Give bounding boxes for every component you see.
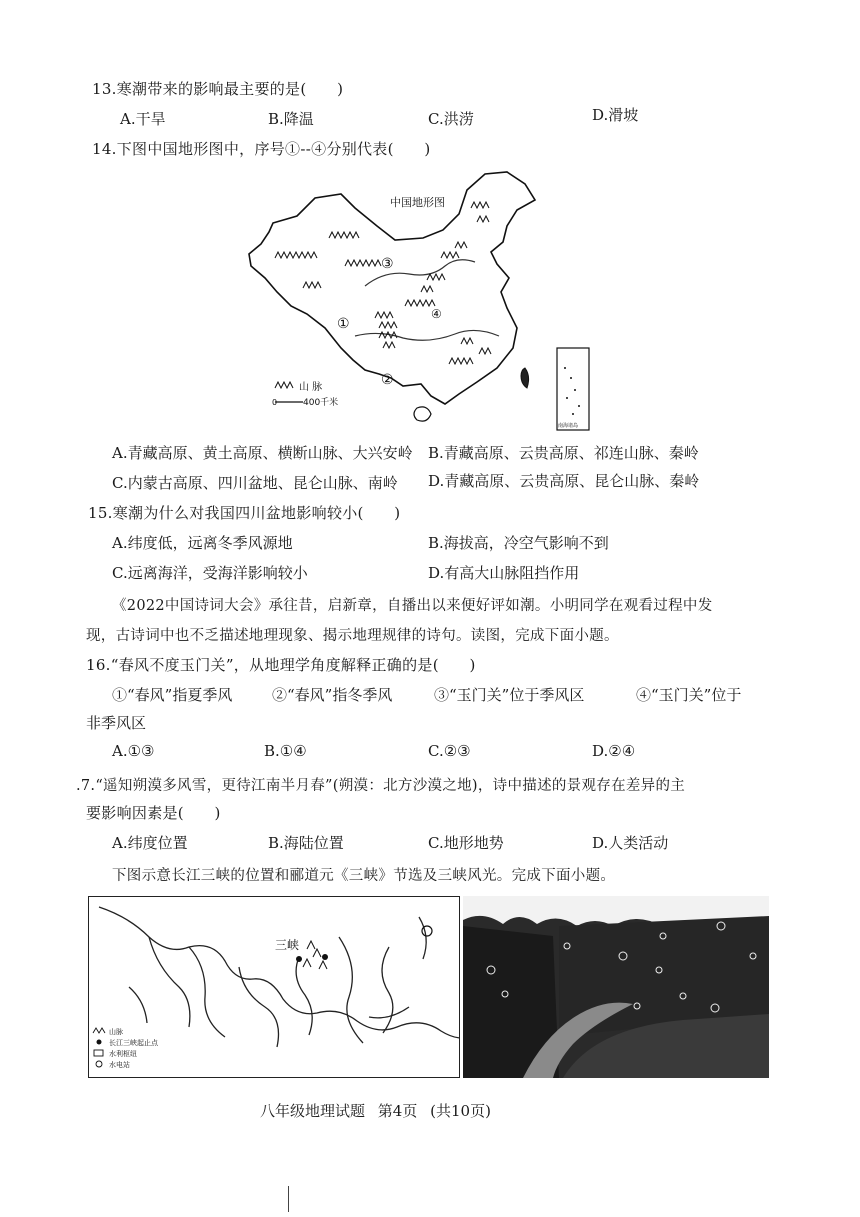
q17-stem-line1: .7.“遥知朔漠多风雪，更待江南半月春”(朔漠：北方沙漠之地)，诗中描述的景观存在差异的主	[76, 778, 686, 794]
legend-endpoint-icon	[97, 1040, 102, 1045]
legend-endpoint: 长江三峡起止点	[109, 1039, 158, 1047]
marker-3: ③	[381, 256, 394, 272]
q15-stem: 15.寒潮为什么对我国四川盆地影响较小( )	[88, 504, 401, 522]
q13-option-a: A.干旱	[120, 110, 166, 128]
q17-stem-line2: 要影响因素是( )	[86, 804, 221, 822]
legend-power-station: 水电站	[109, 1061, 130, 1069]
q14-option-d: D.青藏高原、云贵高原、昆仑山脉、秦岭	[428, 472, 700, 490]
q17-option-d: D.人类活动	[592, 834, 669, 852]
scale-label: 400千米	[303, 398, 339, 408]
q16-stem: 16.“春风不度玉门关”，从地理学角度解释正确的是( )	[86, 656, 476, 674]
q13-option-d: D.滑坡	[592, 106, 639, 124]
inset-label: 南海诸岛	[558, 423, 579, 429]
intro-paragraph-line2: 现，古诗词中也不乏描述地理现象、揭示地理规律的诗句。读图，完成下面小题。	[86, 628, 619, 644]
q15-option-d: D.有高大山脉阻挡作用	[428, 564, 580, 582]
q15-option-b: B.海拔高，冷空气影响不到	[428, 534, 609, 552]
q17-option-b: B.海陆位置	[268, 834, 344, 852]
legend-mountain: 山脉	[109, 1028, 123, 1036]
q15-option-a: A.纬度低，远离冬季风源地	[112, 534, 293, 552]
footer-total: (共10页)	[430, 1102, 491, 1120]
south-china-sea-inset	[557, 348, 589, 430]
page-footer	[260, 1100, 499, 1121]
legend-mountain-icon	[275, 382, 293, 388]
q14-stem: 14.下图中国地形图中，序号①--④分别代表( )	[92, 140, 431, 158]
svg-text:0: 0	[272, 398, 278, 407]
q16-statement-2: ②“春风”指冬季风	[272, 686, 393, 704]
q15-option-c: C.远离海洋，受海洋影响较小	[112, 564, 308, 582]
marker-4: ④	[431, 307, 442, 321]
footer-title: 八年级地理试题	[260, 1102, 366, 1120]
marker-2: ②	[381, 372, 394, 388]
three-gorges-scenery-photo	[463, 896, 769, 1078]
intro-paragraph-line1: 《2022中国诗词大会》承往昔，启新章，自播出以来便好评如潮。小明同学在观看过程中发	[112, 598, 713, 614]
q13-option-c: C.洪涝	[428, 110, 474, 128]
q13-stem: 13.寒潮带来的影响最主要的是( )	[92, 80, 344, 98]
legend-mountain-label: 山 脉	[299, 382, 323, 393]
q17-option-c: C.地形地势	[428, 834, 504, 852]
map-title: 中国地形图	[390, 196, 445, 209]
legend-dam: 水利枢纽	[109, 1050, 137, 1058]
q14-option-a: A.青藏高原、黄土高原、横断山脉、大兴安岭	[112, 444, 413, 462]
q16-option-d: D.②④	[592, 742, 636, 760]
three-gorges-map	[88, 896, 460, 1078]
intro2-text: 下图示意长江三峡的位置和郦道元《三峡》节选及三峡风光。完成下面小题。	[112, 868, 616, 884]
binding-mark	[288, 1186, 289, 1212]
q16-option-c: C.②③	[428, 742, 471, 760]
mountain-symbols	[275, 202, 491, 364]
q16-option-b: B.①④	[264, 742, 307, 760]
three-gorges-label: 三峡	[275, 938, 300, 952]
q16-statement-1: ①“春风”指夏季风	[112, 686, 233, 704]
marker-1: ①	[337, 316, 350, 332]
q16-statement-4-cont: 非季风区	[86, 714, 147, 732]
q16-option-a: A.①③	[112, 742, 155, 760]
china-terrain-map	[245, 168, 590, 433]
q16-statement-4: ④“玉门关”位于	[636, 686, 742, 704]
q16-statement-3: ③“玉门关”位于季风区	[434, 686, 585, 704]
q13-option-b: B.降温	[268, 110, 314, 128]
footer-page: 第4页	[377, 1102, 418, 1120]
q14-option-b: B.青藏高原、云贵高原、祁连山脉、秦岭	[428, 444, 699, 462]
q17-option-a: A.纬度位置	[112, 834, 188, 852]
q14-option-c: C.内蒙古高原、四川盆地、昆仑山脉、南岭	[112, 474, 398, 492]
